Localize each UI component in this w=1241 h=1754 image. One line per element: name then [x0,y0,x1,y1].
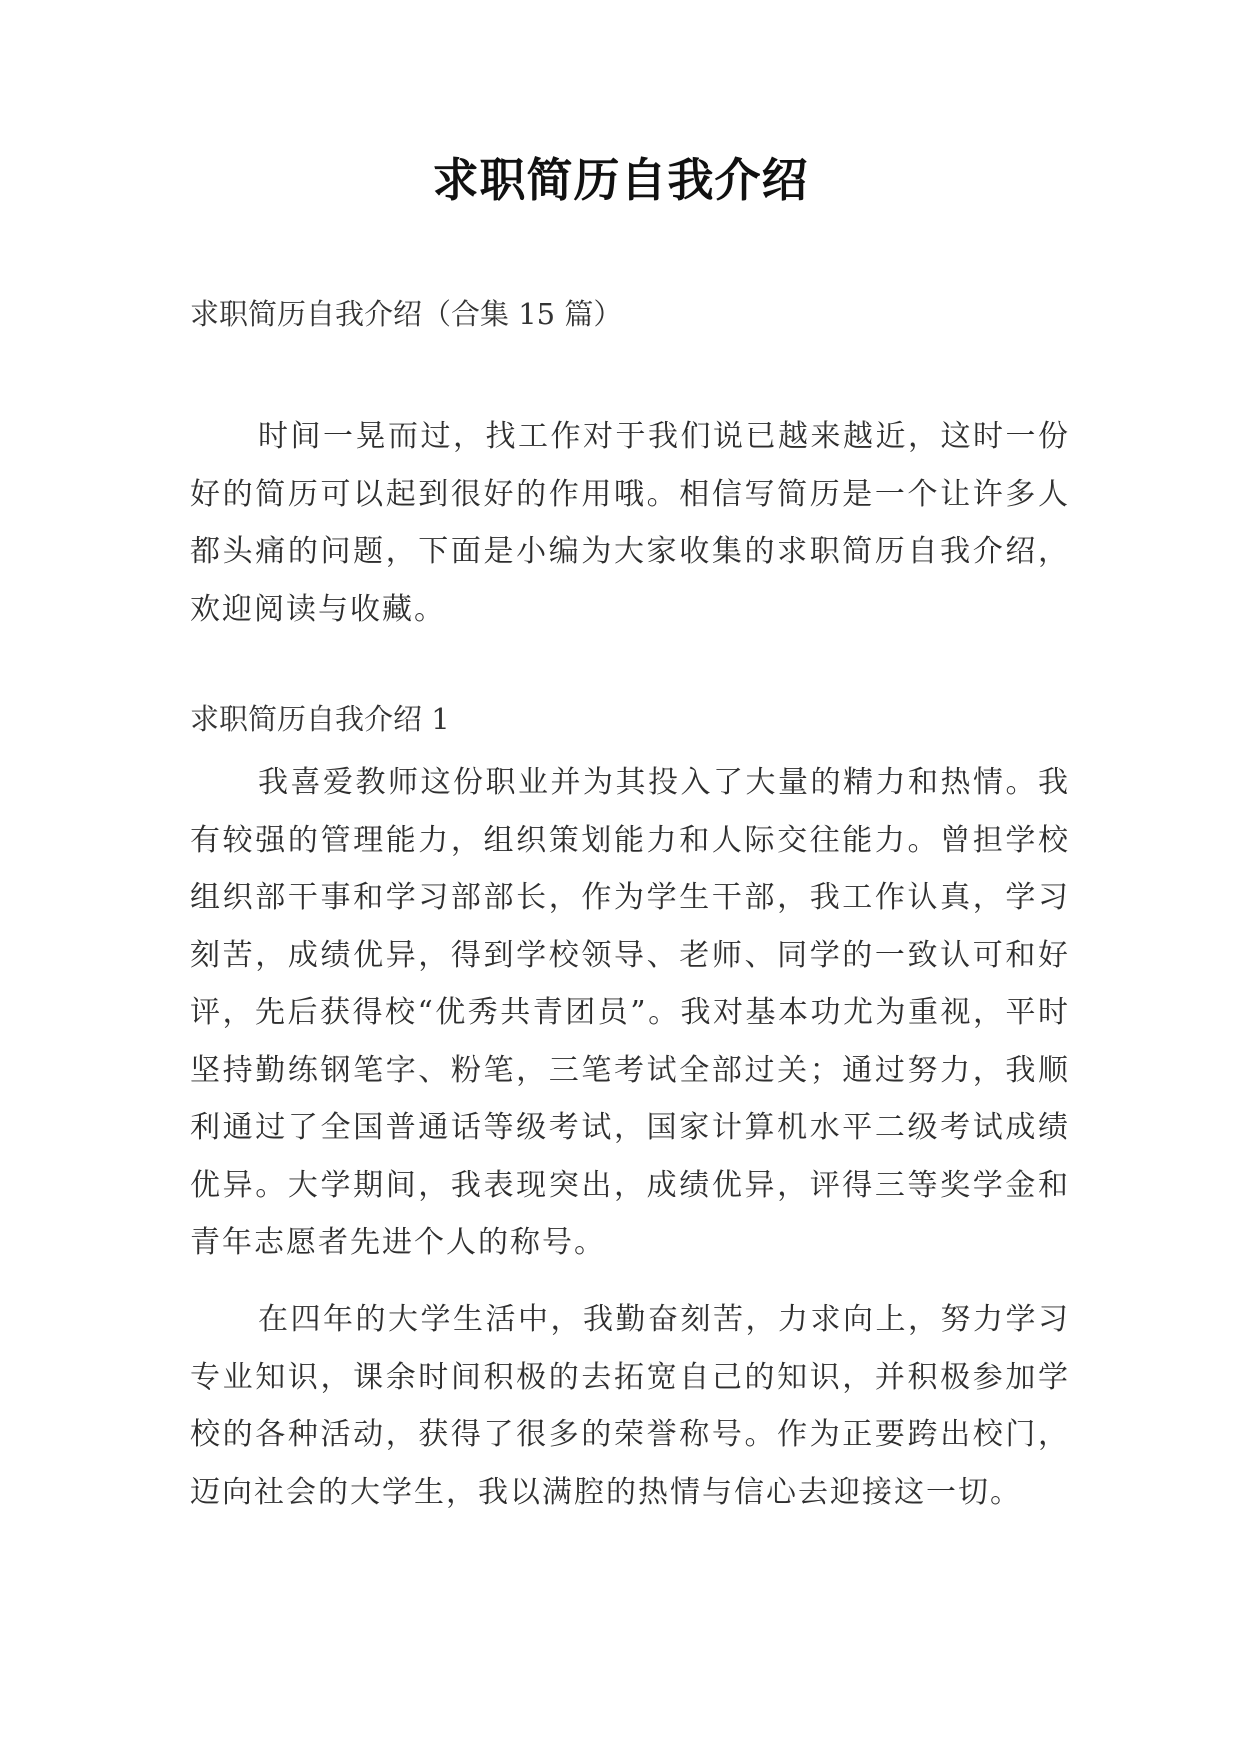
document-subtitle: 求职简历自我介绍（合集 15 篇） [190,297,623,331]
intro-paragraph: 时间一晃而过，找工作对于我们说已越来越近，这时一份好的简历可以起到很好的作用哦。相信写简历是一个让许多人都头痛的问题，下面是小编为大家收集的求职简历自我介绍，欢迎阅读与收藏。 [190,419,1070,627]
body-paragraph: 我喜爱教师这份职业并为其投入了大量的精力和热情。我有较强的管理能力，组织策划能力和人际交往能力。曾担学校组织部干事和学习部部长，作为学生干部，我工作认真，学习刻苦，成绩优异，得到学校领导、老师、同学的一致认可和好评，先后获得校“优秀共青团员”。我对基本功尤为重视，平时坚持勤练钢笔字、粉笔，三笔考试全部过关；通过努力，我顺利通过了全国普通话等级考试，国家计算机水平二级考试成绩优异。大学期间，我表现突出，成绩优异，评得三等奖学金和青年志愿者先进个人的称号。 [190,765,1070,1260]
body-paragraph: 在四年的大学生活中，我勤奋刻苦，力求向上，努力学习专业知识，课余时间积极的去拓宽自己的知识，并积极参加学校的各种活动，获得了很多的荣誉称号。作为正要跨出校门，迈向社会的大学生，我以满腔的热情与信心去迎接这一切。 [190,1302,1070,1510]
document-title: 求职简历自我介绍 [432,153,809,207]
section-heading: 求职简历自我介绍 1 [190,702,450,736]
